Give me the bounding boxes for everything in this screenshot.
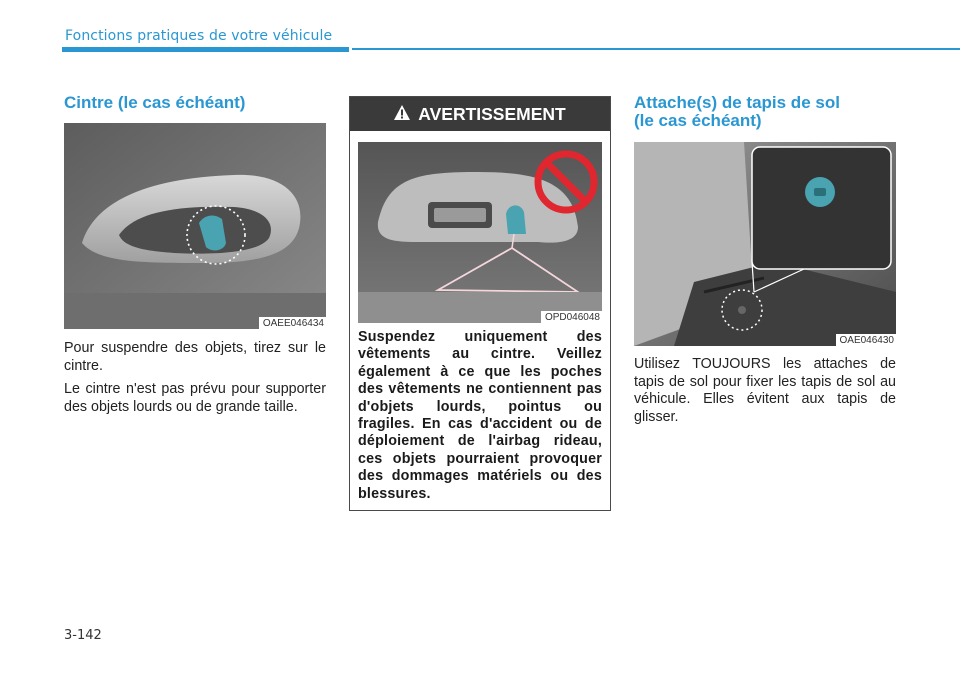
page-number: 3-142 [64,628,102,643]
paragraph: Utilisez TOUJOURS les attaches de tapis de sol pour fixer les tapis de sol au véhicule. Elles évitent aux tapis de glisser. [634,356,896,425]
floor-mat-description [634,356,896,426]
chapter-title: Fonctions pratiques de votre véhicule [65,28,333,44]
header-rule-accent [62,47,349,52]
image-code: OPD046048 [541,311,602,323]
hanger-photo [64,123,326,329]
paragraph: Pour suspendre des objets, tirez sur le cintre. [64,340,326,374]
warning-header [350,97,610,131]
warning-box [349,96,611,511]
paragraph: Le cintre n'est pas prévu pour supporter des objets lourds ou de grande taille. [64,381,326,415]
image-code: OAEE046434 [259,317,326,329]
section-title-floor-mat [634,94,840,130]
warning-text: Suspendez uniquement des vêtements au cintre. Veillez également à ce que les poches des vêtements ne contiennent pas d'objets lourds, pointus ou fragiles. En cas d'accident ou de déploiement de l'airbag rideau, ces objets pourraient provoquer des dommages matériels ou des blessures. [358,329,602,502]
hanger-description [64,340,326,416]
warning-icon [394,104,410,125]
warning-photo [358,142,602,323]
title-line: (le cas échéant) [634,111,762,130]
header-rule [352,48,960,50]
image-code: OAE046430 [836,334,897,346]
title-line: Attache(s) de tapis de sol [634,93,840,112]
warning-heading: AVERTISSEMENT [418,103,566,124]
floor-mat-photo [634,142,896,346]
section-title-hanger: Cintre (le cas échéant) [64,93,246,112]
